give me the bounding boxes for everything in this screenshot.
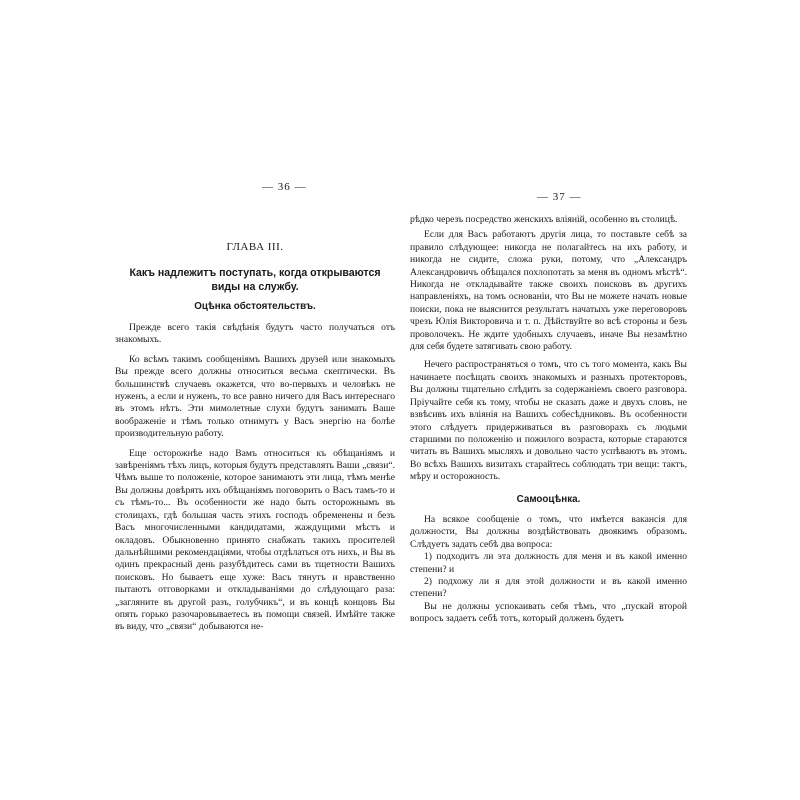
section-heading: Оцѣнка обстоятельствъ. (194, 301, 316, 312)
paragraph: Вы не должны успокаивать себя тѣмъ, что „пускай второй вопросъ задаетъ себѣ тотъ, который долженъ будетъ (410, 600, 687, 625)
paragraph: Нечего распространяться о томъ, что съ того момента, какъ Вы начинаете посѣщать своихъ знакомыхъ и разныхъ протекторовъ, Вы должны тщательно слѣдить за содержаніемъ своего разговора. Пріучайте себя къ тому, чтобы не сказать даже и двухъ словъ, не взвѣсивъ ихъ вліянія на Вашихъ собесѣдниковъ. Въ особенности этого слѣдуетъ придерживаться въ разговорахъ съ людьми старшими по положенію и пожилого возраста, которые стараются читать въ Вашихъ мысляхъ и довольно часто успѣваютъ въ этомъ. Во всѣхъ Вашихъ визитахъ старайтесь соблюдать три вещи: тактъ, мѣру и осторожность. (410, 359, 687, 483)
paragraph: Если для Васъ работаютъ другія лица, то поставьте себѣ за правило слѣдующее: никогда не полагайтесь на ихъ работу, и никогда не сидите, сложа руки, потому, что „Александръ Александровичъ обѣщался похлопотать за меня въ одномъ мѣстѣ“. Никогда не откладывайте также своихъ поисковъ въ другихъ направленіяхъ, на томъ основаніи, что Вы не можете начать новые поиски, пока не выяснится результатъ начатыхъ уже переговоровъ чрезъ Юлія Викторовича и т. п. Дѣйствуйте во всѣ стороны и безъ проволочекъ. Не ждите удобныхъ случаевъ, иначе Вы незамѣтно для себя будете затягивать свою работу. (410, 229, 687, 353)
chapter-title: Какъ надлежитъ поступать, когда открываются виды на службу. (129, 267, 381, 293)
right-page-number: — 37 — (537, 191, 582, 203)
list-item: 1) подходитъ ли эта должность для меня и въ какой именно степени? и (410, 551, 687, 575)
right-text-block-bottom (410, 514, 687, 626)
paragraph-continuation: рѣдко черезъ посредство женскихъ вліяній, особенно въ столицѣ. (410, 214, 678, 225)
left-page-number: — 36 — (262, 181, 307, 193)
right-text-block-top (410, 214, 687, 484)
section-heading-self-assessment: Самооцѣнка. (516, 494, 581, 505)
left-text-block (115, 322, 395, 634)
chapter-heading: ГЛАВА III. (226, 241, 284, 253)
paragraph: Прежде всего такія свѣдѣнія будутъ часто получаться отъ знакомыхъ. (115, 322, 395, 346)
paragraph: На всякое сообщеніе о томъ, что имѣется вакансія для должности, Вы должны воздѣйствовать двоякимъ образомъ. Слѣдуетъ задать себѣ два вопроса: (410, 514, 687, 550)
paragraph: Еще осторожнѣе надо Вамъ относиться къ обѣщаніямъ и завѣреніямъ тѣхъ лицъ, которыя будутъ представлять Ваши „связи“. Чѣмъ выше то положеніе, которое занимаютъ эти лица, тѣмъ менѣе Вы должны довѣрять ихъ обѣщаніямъ поговорить о Васъ тамъ-то и съ тѣмъ-то... Въ особенности же надо быть осторожнымъ въ столицахъ, гдѣ большая часть этихъ господъ обременены и безъ Васъ многочисленными кандидатами, жаждущими мѣстъ и окладовъ. Обыкновенно принято снабжать такихъ просителей дальнѣйшими рекомендаціями, чтобы отдѣлаться отъ нихъ, и Вы въ одинъ прекрасный день разубѣдитесь сами въ тщетности Вашихъ поисковъ. Но бываетъ еще хуже: Васъ тянутъ и нравственно пытаютъ отговорками и откладываніями до слѣдующаго раза: „загляните въ другой разъ, голубчикъ“, и въ концѣ концовъ Вы опять горько разочаровываетесь въ помощи связей. Имѣйте также въ виду, что „связи“ добываются не- (115, 447, 395, 633)
list-item: 2) подхожу ли я для этой должности и въ какой именно степени? (410, 576, 687, 600)
paragraph: Ко всѣмъ такимъ сообщеніямъ Вашихъ друзей или знакомыхъ Вы прежде всего должны относиться весьма скептически. Въ большинствѣ случаевъ окажется, что во-первыхъ и человѣкъ не нуженъ, а если и нуженъ, то все равно ничего для Васъ интереснаго въ этомъ нѣтъ. Эти мимолетные слухи будутъ занимать Ваше воображеніе и тѣмъ только отнимутъ у Васъ энергію на болѣе производительную работу. (115, 353, 395, 440)
